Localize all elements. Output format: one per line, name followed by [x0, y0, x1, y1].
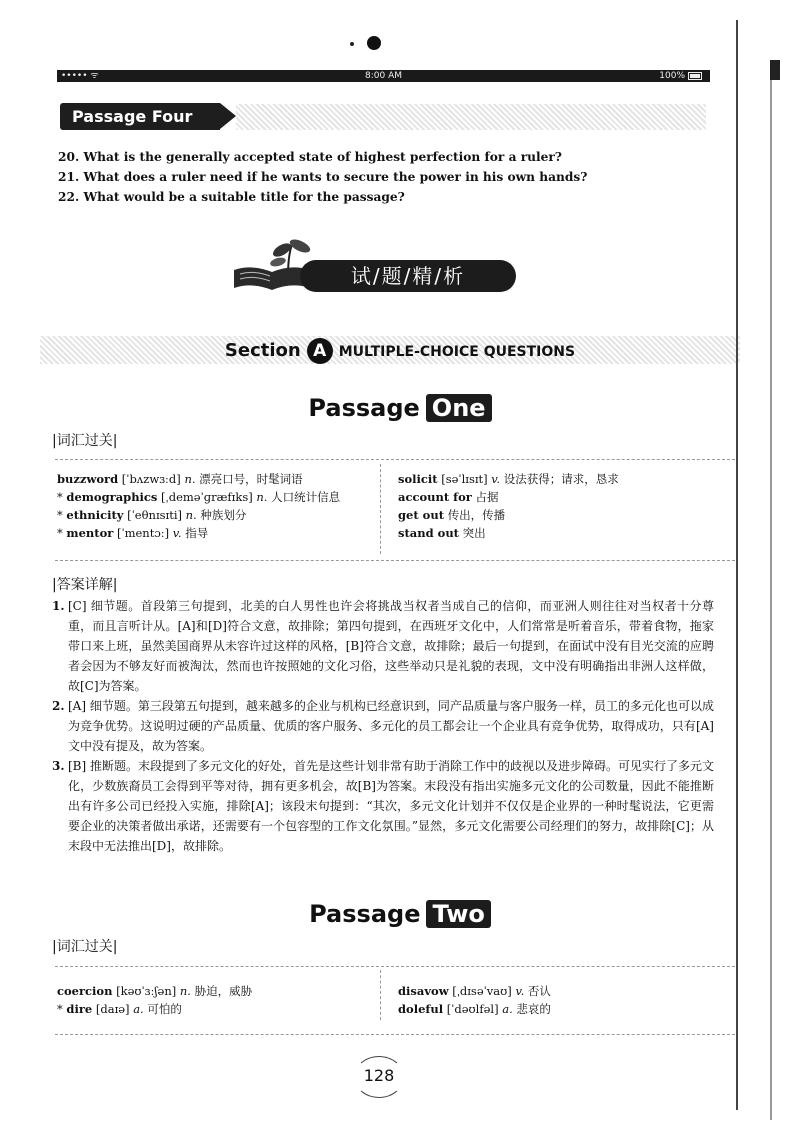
page-edge-line	[736, 20, 738, 1110]
answer-item: 1. [C] 细节题。首段第三句提到，北美的白人男性也许会将挑战当权者当成自己的信仰，而亚洲人则往往对当权者十分尊重，而且言听计从。[A]和[D]符合文意，故排除；第四句提到，在西班牙文化中，人们常常是听着音乐，带着食物，拖家带口来上班，虽然美国商界从未容许过这样的风格，[B]符合文意，故排除；最后一句提到，在面试中没有目光交流的应聘者会因为不够友好而被淘汰，然而也许按照她的文化习俗，这些举动只是礼貌的表现，文中没有明确指出非洲人这样做，故[C]为答案。	[52, 599, 714, 693]
vocab-item: * dire [daɪə] a. 可怕的	[57, 1002, 182, 1016]
vocab-item: get out 传出，传播	[398, 508, 506, 522]
banner-texture	[236, 104, 706, 130]
vocab-label: |词汇过关|	[52, 939, 118, 955]
vocab-right-list	[398, 982, 718, 1018]
divider	[55, 560, 735, 561]
vocab-item: solicit [səˈlɪsɪt] v. 设法获得；请求，恳求	[398, 472, 619, 486]
answer-item: 3. [B] 推断题。末段提到了多元文化的好处，首先是这些计划非常有助于消除工作中的歧视以及进步障碍。可见实行了多元文化，少数族裔员工会得到平等对待，拥有更多机会，故[B]为答案。末段没有指出实施多元文化的公司数量，因此不能推断出有许多公司已经投入实施，排除[A]；该段末句提到：“其次，多元文化计划并不仅仅是企业界的一种时髦说法，它更需要企业的决策者做出承诺，还需要有一个包容型的工作文化氛围。”显然，多元文化需要公司经理们的努力，故排除[C]；从末段中无法推出[D]，故排除。	[52, 759, 715, 853]
sensor-dot	[350, 42, 354, 46]
vocab-right-list	[398, 470, 718, 542]
passage-one-heading	[0, 394, 800, 422]
passage-one-label: Passage	[308, 394, 420, 422]
vocab-column-divider	[380, 970, 381, 1020]
analysis-banner: 试/题/精/析	[300, 260, 516, 292]
section-letter-badge: A	[307, 338, 333, 364]
vocab-item: doleful [ˈdəʊlfəl] a. 悲哀的	[398, 1002, 551, 1016]
vocab-item: stand out 突出	[398, 526, 486, 540]
status-bar	[57, 70, 710, 82]
section-heading	[0, 338, 800, 364]
vocab-left-list	[57, 982, 372, 1018]
question-21: 21. What does a ruler need if he wants to secure the power in his own hands?	[58, 170, 588, 184]
passage-four-title: Passage Four	[60, 103, 220, 130]
page-number: 128	[363, 1066, 395, 1085]
page-edge-thin-line	[770, 80, 772, 1120]
camera-icon	[367, 36, 381, 50]
signal-indicator: ••••• ᯤ	[61, 71, 99, 81]
vocab-label: |词汇过关|	[52, 433, 118, 449]
passage-two-number: Two	[426, 900, 490, 928]
section-title: MULTIPLE-CHOICE QUESTIONS	[338, 344, 576, 360]
vocab-item: * mentor [ˈmentɔː] v. 指导	[57, 526, 209, 540]
divider	[55, 966, 735, 967]
battery-percent: 100%	[659, 71, 685, 81]
passage-one-number: One	[426, 394, 492, 422]
question-20: 20. What is the generally accepted state of highest perfection for a ruler?	[58, 150, 562, 164]
status-time: 8:00 AM	[365, 71, 402, 81]
passage-two-label: Passage	[309, 900, 421, 928]
banner-arrow-icon	[220, 103, 236, 129]
divider	[55, 1034, 735, 1035]
battery-icon	[688, 72, 702, 80]
vocab-column-divider	[380, 464, 381, 554]
answers-label: |答案详解|	[52, 577, 118, 593]
battery-indicator	[659, 70, 702, 82]
section-prefix: Section	[224, 340, 301, 361]
vocab-item: coercion [kəʊˈɜːʃən] n. 胁迫，威胁	[57, 984, 253, 998]
vocab-item: account for 占据	[398, 490, 499, 504]
page-edge-mark	[770, 60, 780, 80]
divider	[55, 459, 735, 460]
vocab-item: * demographics [ˌdeməˈɡræfɪks] n. 人口统计信息	[57, 490, 341, 504]
vocab-left-list	[57, 470, 372, 542]
passage-two-heading	[0, 900, 800, 928]
vocab-item: disavow [ˌdɪsəˈvaʊ] v. 否认	[398, 984, 551, 998]
vocab-item: * ethnicity [ˈeθnɪsɪti] n. 种族划分	[57, 508, 247, 522]
answers-list	[52, 596, 714, 856]
answer-item: 2. [A] 细节题。第三段第五句提到，越来越多的企业与机构已经意识到，同产品质量与客户服务一样，员工的多元化也可以成为竞争优势。这说明过硬的产品质量、优质的客户服务、多元化的员工都会让一个企业具有竞争优势，取得成功，只有[A]文中没有提及，故为答案。	[52, 699, 714, 753]
question-22: 22. What would be a suitable title for the passage?	[58, 190, 405, 204]
vocab-item: buzzword [ˈbʌzwɜːd] n. 漂亮口号，时髦词语	[57, 472, 303, 486]
